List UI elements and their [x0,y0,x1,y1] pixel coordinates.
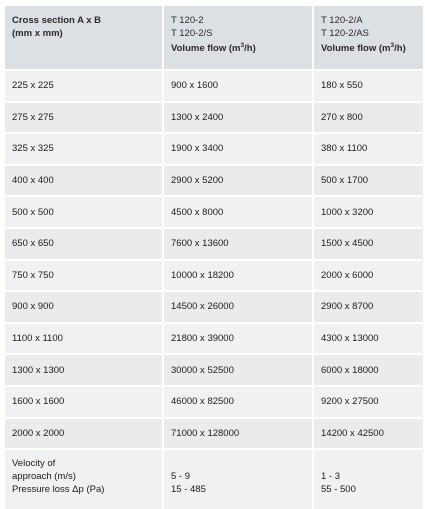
cell-volume-flow: 2900 x 5200 [162,164,312,196]
cell-volume-flow-a: 14200 x 42500 [312,417,423,449]
cell-cross-section: 900 x 900 [5,290,162,322]
cell-volume-flow-a: 1000 x 3200 [312,195,423,227]
cell-volume-flow: 7600 x 13600 [162,227,312,259]
header-t120-2a [312,6,423,69]
cell-volume-flow-a: 4300 x 13000 [312,322,423,354]
footer-label-cell [5,448,162,509]
table-row [5,132,423,164]
cell-volume-flow: 1300 x 2400 [162,101,312,133]
table-row [5,417,423,449]
cell-volume-flow: 21800 x 39000 [162,322,312,354]
table-row [5,322,423,354]
cell-cross-section: 400 x 400 [5,164,162,196]
table-row [5,385,423,417]
footer-velocity-unit: approach (m/s) [12,471,76,483]
footer-pressure-label: Pressure loss Δp (Pa) [12,484,105,496]
cell-cross-section: 500 x 500 [5,195,162,227]
cell-volume-flow: 30000 x 52500 [162,353,312,385]
volume-flow-table [5,6,423,509]
cell-volume-flow-a: 270 x 800 [312,101,423,133]
header-volume-flow: Volume flow $(m^3/h)$ [171,42,256,55]
cell-volume-flow-a: 9200 x 27500 [312,385,423,417]
header-cross-section-unit: (mm x mm) [12,27,63,39]
cell-volume-flow-a: 500 x 1700 [312,164,423,196]
cell-volume-flow-a: 2900 x 8700 [312,290,423,322]
cell-volume-flow: 900 x 1600 [162,69,312,101]
footer-velocity-label: Velocity of [12,458,56,470]
footer-t120-2a-cell [312,448,423,509]
header-model-t120-2a: T 120-2/A [321,15,363,26]
cell-volume-flow-a: 180 x 550 [312,69,423,101]
table-row [5,259,423,291]
header-model-t120-2s: T 120-2/S [171,27,213,39]
cell-volume-flow: 46000 x 82500 [162,385,312,417]
table-row [5,227,423,259]
cell-volume-flow-a: 1500 x 4500 [312,227,423,259]
header-model-t120-2as: T 120-2/AS [321,27,369,39]
table-row [5,164,423,196]
footer-spacer [171,457,312,470]
footer-pressure-value-a: 55 - 500 [321,484,356,496]
cell-volume-flow: 14500 x 26000 [162,290,312,322]
cell-volume-flow: 71000 x 128000 [162,417,312,449]
cell-cross-section: 1100 x 1100 [5,322,162,354]
header-volume-flow-a: Volume flow $(m^3/h)$ [321,42,406,55]
footer-t120-2-cell [162,448,312,509]
footer-velocity-value: 5 - 9 [171,471,191,483]
footer-spacer [321,457,423,470]
table-row [5,290,423,322]
cell-volume-flow: 10000 x 18200 [162,259,312,291]
table-row [5,101,423,133]
cell-cross-section: 275 x 275 [5,101,162,133]
header-model-t120-2: T 120-2 [171,15,204,26]
cell-cross-section: 650 x 650 [5,227,162,259]
cell-cross-section: 2000 x 2000 [5,417,162,449]
header-t120-2 [162,6,312,69]
cell-volume-flow-a: 380 x 1100 [312,132,423,164]
cell-volume-flow: 1900 x 3400 [162,132,312,164]
table-row [5,195,423,227]
cell-cross-section: 225 x 225 [5,69,162,101]
header-cross-section-label: Cross section A x B [12,15,102,26]
table-header-row [5,6,423,69]
cell-cross-section: 750 x 750 [5,259,162,291]
header-cross-section [5,6,162,69]
cell-cross-section: 1600 x 1600 [5,385,162,417]
cell-volume-flow: 4500 x 8000 [162,195,312,227]
cell-cross-section: 1300 x 1300 [5,353,162,385]
table-row [5,69,423,101]
cell-volume-flow-a: 2000 x 6000 [312,259,423,291]
cell-volume-flow-a: 6000 x 18000 [312,353,423,385]
cell-cross-section: 325 x 325 [5,132,162,164]
footer-pressure-value: 15 - 485 [171,484,206,496]
table-row [5,353,423,385]
table-footer-row [5,448,423,509]
footer-velocity-value-a: 1 - 3 [321,471,341,483]
